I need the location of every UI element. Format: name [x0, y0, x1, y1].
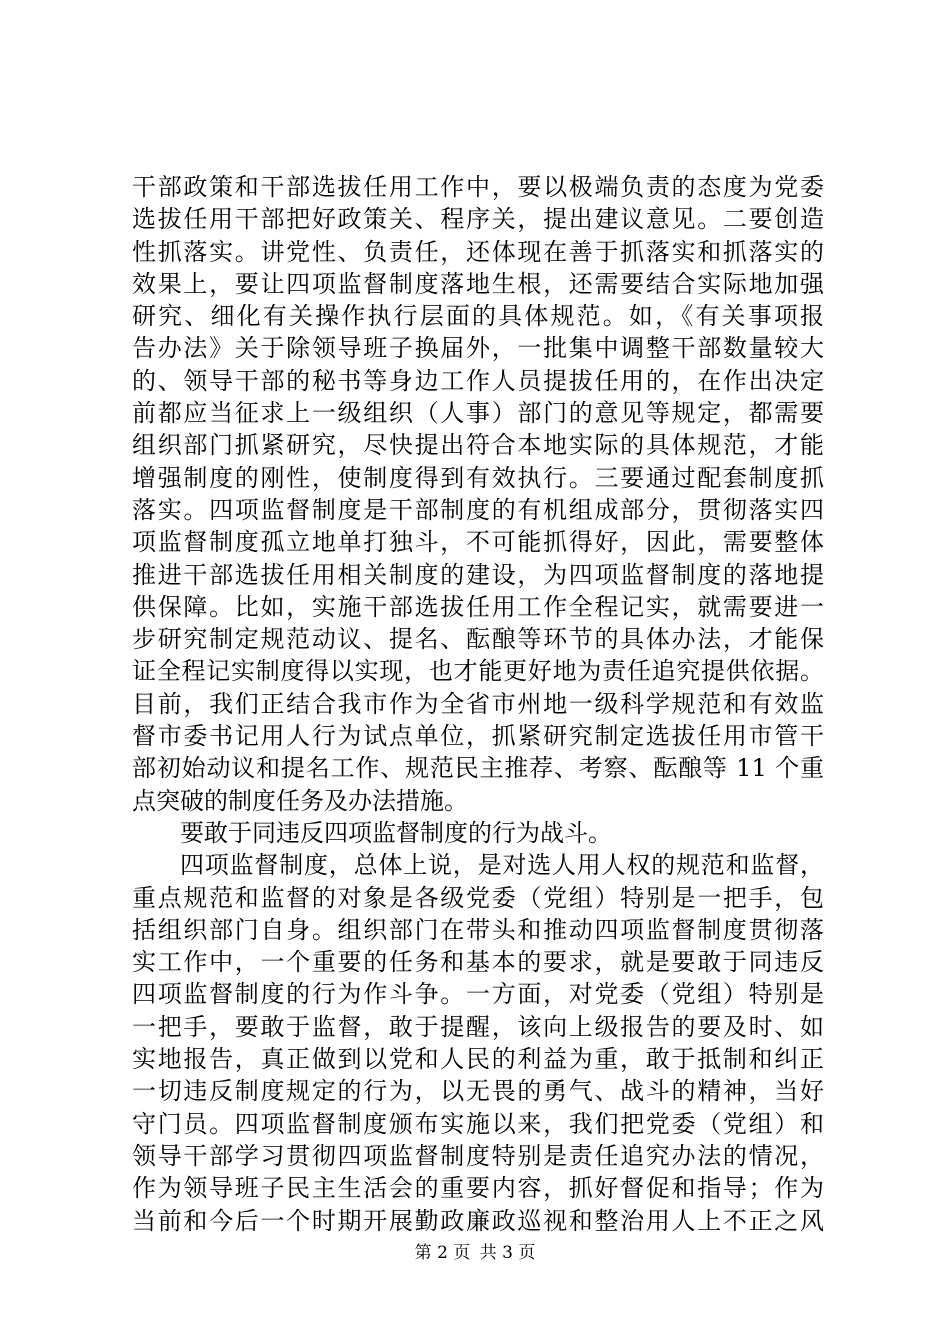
text-line: 组织部门抓紧研究，尽快提出符合本地实际的具体规范，才能 [132, 431, 824, 460]
text-line: 括组织部门自身。组织部门在带头和推动四项监督制度贯彻落 [132, 915, 824, 944]
text-line: 性抓落实。讲党性、负责任，还体现在善于抓落实和抓落实的 [132, 237, 824, 266]
text-line: 目前，我们正结合我市作为全省市州地一级科学规范和有效监 [132, 689, 824, 718]
text-line: 守门员。四项监督制度颁布实施以来，我们把党委（党组）和 [132, 1109, 824, 1138]
section-heading: 要敢于同违反四项监督制度的行为战斗。 [180, 818, 612, 847]
text-line: 一切违反制度规定的行为，以无畏的勇气、战斗的精神，当好 [132, 1077, 824, 1106]
text-line: 告办法》关于除领导班子换届外，一批集中调整干部数量较大 [132, 334, 824, 363]
text-line: 部初始动议和提名工作、规范民主推荐、考察、酝酿等 11 个重 [132, 754, 824, 783]
text-line: 当前和今后一个时期开展勤政廉政巡视和整治用人上不正之风 [132, 1206, 824, 1235]
text-line: 一把手，要敢于监督，敢于提醒，该向上级报告的要及时、如 [132, 1012, 824, 1041]
document-body [132, 171, 824, 1237]
text-line: 实工作中，一个重要的任务和基本的要求，就是要敢于同违反 [132, 948, 824, 977]
text-line: 四项监督制度的行为作斗争。一方面，对党委（党组）特别是 [132, 980, 824, 1009]
text-line: 干部政策和干部选拔任用工作中，要以极端负责的态度为党委 [132, 173, 824, 201]
text-line: 四项监督制度，总体上说，是对选人用人权的规范和监督， [180, 851, 824, 880]
text-line: 点突破的制度任务及办法措施。 [132, 786, 468, 815]
text-line: 证全程记实制度得以实现，也才能更好地为责任追究提供依据。 [132, 657, 824, 686]
text-line: 前都应当征求上一级组织（人事）部门的意见等规定，都需要 [132, 399, 824, 428]
text-line: 推进干部选拔任用相关制度的建设，为四项监督制度的落地提 [132, 560, 824, 589]
text-line: 效果上，要让四项监督制度落地生根，还需要结合实际地加强 [132, 269, 824, 298]
text-line: 供保障。比如，实施干部选拔任用工作全程记实，就需要进一 [132, 592, 824, 621]
text-line: 项监督制度孤立地单打独斗，不可能抓得好，因此，需要整体 [132, 528, 824, 557]
text-line: 步研究制定规范动议、提名、酝酿等环节的具体办法，才能保 [132, 625, 824, 654]
text-line: 领导干部学习贯彻四项监督制度特别是责任追究办法的情况， [132, 1141, 824, 1170]
text-line: 增强制度的刚性，使制度得到有效执行。三要通过配套制度抓 [132, 463, 824, 492]
text-line: 选拔任用干部把好政策关、程序关，提出建议意见。二要创造 [132, 205, 824, 234]
page-footer [0, 1242, 950, 1264]
text-line: 的、领导干部的秘书等身边工作人员提拔任用的，在作出决定 [132, 366, 824, 395]
text-line: 研究、细化有关操作执行层面的具体规范。如，《有关事项报 [132, 302, 824, 331]
text-line: 落实。四项监督制度是干部制度的有机组成部分，贯彻落实四 [132, 495, 824, 524]
text-line: 实地报告，真正做到以党和人民的利益为重，敢于抵制和纠正 [132, 1045, 824, 1074]
text-line: 作为领导班子民主生活会的重要内容，抓好督促和指导；作为 [132, 1174, 824, 1203]
text-line: 督市委书记用人行为试点单位，抓紧研究制定选拔任用市管干 [132, 722, 824, 751]
page-number: 第 2 页 [414, 1243, 471, 1263]
text-line: 重点规范和监督的对象是各级党委（党组）特别是一把手，包 [132, 883, 824, 912]
page-total: 共 3 页 [479, 1243, 536, 1263]
